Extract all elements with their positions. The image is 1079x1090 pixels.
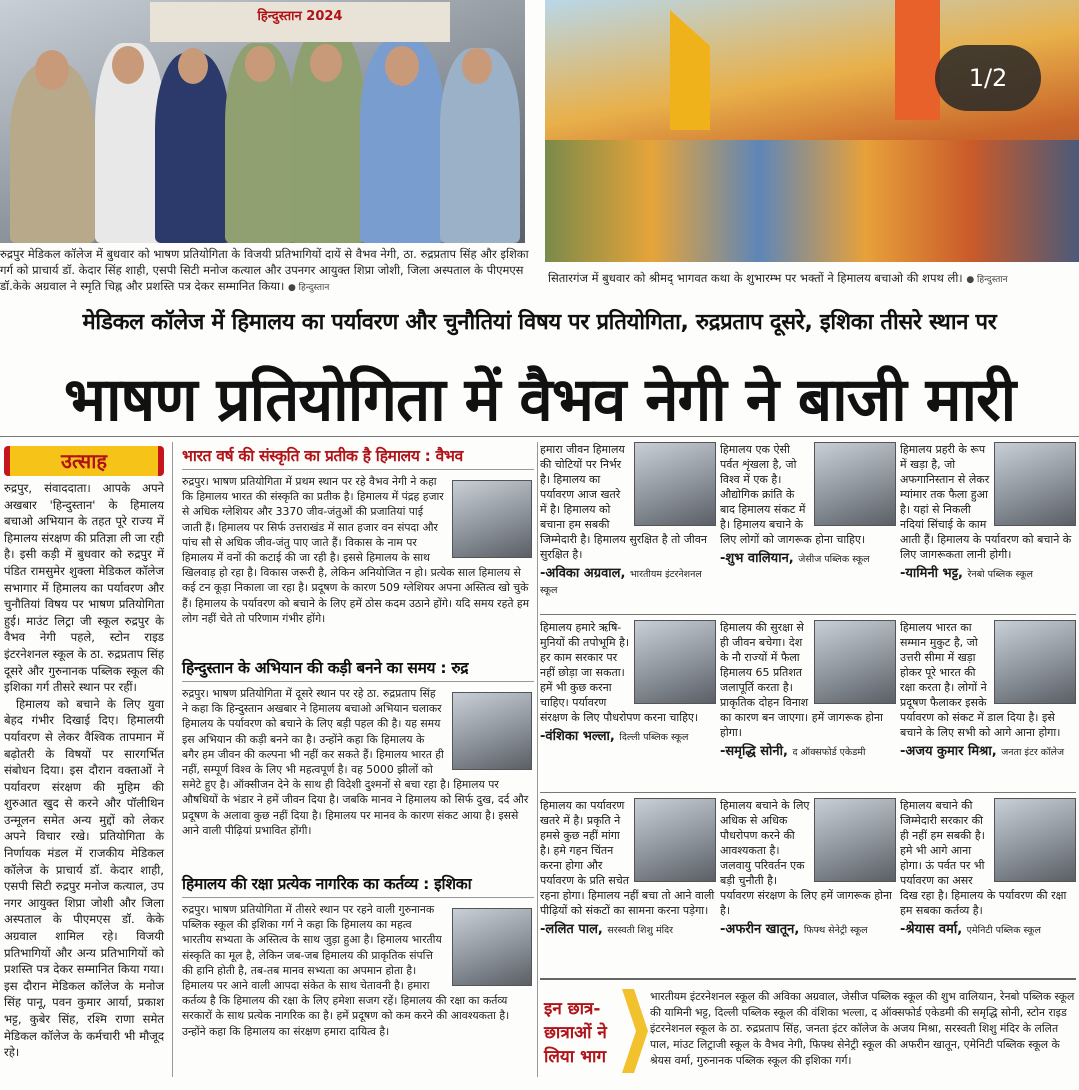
quote-school: द ऑक्सफोर्ड एकेडमी (792, 747, 866, 758)
section-tag: उत्साह (4, 446, 164, 476)
participant-photo (814, 620, 896, 704)
quote-author: -शुभ वालियान, (720, 551, 794, 566)
quote-author: -वंशिका भल्ला, (540, 729, 615, 744)
quote-author: -अजय कुमार मिश्रा, (900, 744, 997, 759)
quote-card (540, 620, 716, 792)
participants-list: भारतीयम इंटरनेशनल स्कूल की अविका अग्रवाल, जेसीज पब्लिक स्कूल की शुभ वालियान, रेनबो पब्लिक स्कूल की यामिनी भट्ट, दिल्ली पब्लिक स्कूल की वंशिका भल्ला, द ऑक्सफोर्ड एकेडमी की समृद्धि सोनी, स्टोन राइड इंटरनेशनल स्कूल के ठा. रुद्रप्रताप सिंह, जनता इंटर कॉलेज के अजय मिश्रा, सरस्वती शिशु मंदिर के ललित पाल, मांउट लिट्राजी स्कूल के वैभव नेगी, फिफ्थ सेनेट्री स्कूल की अफरीन खातून, एमेनिटी पब्लिक स्कूल के श्रेयस वर्मा, गुरुनानक पब्लिक स्कूल की इशिका गर्ग। (650, 990, 1075, 1067)
participant-quotes (540, 442, 1076, 970)
left-photo-caption (0, 246, 540, 296)
quote-text: हमारा जीवन हिमालय की चोटियों पर निर्भर है। हिमालय का पर्यावरण आज खतरे में है। हिमालय को बचाना हम सबकी जिम्मेदारी है। हिमालय सुरक्षित है तो जीवन सुरक्षित है। (540, 443, 707, 561)
quote-card (720, 620, 896, 792)
quote-author: -समृद्धि सोनी, (720, 744, 788, 759)
section-title: हिमालय की रक्षा प्रत्येक नागरिक का कर्तव्य : इशिका (182, 872, 534, 898)
participant-photo (994, 442, 1076, 526)
section-body: रुद्रपुर। भाषण प्रतियोगिता में तीसरे स्थान पर रहने वाली गुरुनानक पब्लिक स्कूल की इशिका गर्ग ने कहा कि हिमालय का महत्व भारतीय सभ्यता के अस्तित्व के साथ जुड़ा हुआ है। हिमालय भारतीय संस्कृति का मूल है, लेकिन जब-जब हिमालय की प्राकृतिक संपत्ति की हानि होती है, तब-तब मानव सभ्यता का अपमान होता है। हिमालय पर आने वाली आपदा संकेत के साथ चेतावनी है। हमारा कर्तव्य है कि हिमालय की रक्षा के लिए हमेशा सजग रहें। हिमालय की रक्षा का कर्तव्य सरकारों के साथ प्रत्येक नागरिक का है। हमें प्रदूषण को कम करने की आवश्यकता है। उन्होंने कहा कि हिमालय का संरक्षण हमारा दायित्व है। (182, 903, 510, 1038)
quote-card (540, 442, 716, 614)
headline: भाषण प्रतियोगिता में वैभव नेगी ने बाजी मारी (63, 365, 1016, 435)
column-divider (172, 442, 173, 1077)
participant-photo (814, 798, 896, 882)
quote-text: हिमालय हमारे ऋषि-मुनियों की तपोभूमि है। हर काम सरकार पर नहीं छोड़ा जा सकता। हमें भी कुछ करना चाहिए। पर्यावरण संरक्षण के लिए पौधरोपण करना चाहिए। (540, 621, 699, 724)
bhagwat-katha-photo (545, 0, 1079, 262)
chevron-right-icon (620, 989, 650, 1073)
quote-author: -ललित पाल, (540, 922, 603, 937)
quote-card (720, 442, 896, 614)
participant-photo (994, 798, 1076, 882)
quote-school: एमेनिटी पब्लिक स्कूल (966, 925, 1041, 936)
subheadline: मेडिकल कॉलेज में हिमालय का पर्यावरण और चुनौतियां विषय पर प्रतियोगिता, रुद्रप्रताप दूसरे, इशिका तीसरे स्थान पर (82, 310, 997, 335)
quote-text: हिमालय बचाने के लिए अधिक से अधिक पौधरोपण करने की आवश्यकता है। जलवायु परिवर्तन एक बड़ी चुनौती है। पर्यावरण संरक्षण के लिए हमें जागरूक होना है। (720, 799, 892, 917)
caption-source: ● हिन्दुस्तान (966, 275, 1008, 285)
rudra-photo (452, 692, 532, 770)
quote-school: भारतीयम इंटरनेशनल स्कूल (540, 569, 702, 596)
quote-text: हिमालय की सुरक्षा से ही जीवन बचेगा। देश के नौ राज्यों में फैला हिमालय 65 प्रतिशत जलापूर्ति करता है। प्राकृतिक दोहन विनाश का कारण बन जाएगा। हमें जागरूक होना होगा। (720, 621, 883, 739)
quote-card (900, 442, 1076, 614)
quote-author: -अफरीन खातून, (720, 922, 800, 937)
column-divider (537, 442, 538, 1077)
ishika-photo (452, 908, 532, 986)
award-ceremony-photo (0, 0, 525, 243)
quote-card (720, 798, 896, 970)
caption-text: रुद्रपुर मेडिकल कॉलेज में बुधवार को भाषण प्रतियोगिता के विजयी प्रतिभागियों दायें से वैभव नेगी, ठा. रुद्रप्रताप सिंह और इशिका गर्ग को प्राचार्य डॉ. केदार सिंह शाही, एसपी सिटी मनोज कत्याल और उपनगर आयुक्त शिप्रा जोशी, जिला अस्पताल के पीएमएस डॉ.केके अग्रवाल ने स्मृति चिह्न और प्रशस्ति पत्र देकर सम्मानित किया। (0, 247, 529, 293)
participant-photo (814, 442, 896, 526)
divider (0, 436, 1079, 437)
quote-author: -अविका अग्रवाल, (540, 566, 626, 581)
quote-text: हिमालय का पर्यावरण खतरे में है। प्रकृति ने हमसे कुछ नहीं मांगा है। हमे गहन चिंतन करना होगा और पर्यावरण के प्रति सचेत रहना होगा। हिमालय नहीं बचा तो आने वाली पीढ़ियों को संकटों का सामना करना पड़ेगा। (540, 799, 715, 917)
quote-card (900, 798, 1076, 970)
vaibhav-photo (452, 480, 532, 558)
story-paragraph: हिमालय को बचाने के लिए युवा बेहद गंभीर दिखाई दिए। हिमालयी पर्यावरण से लेकर वैश्विक तापमान में बढ़ोतरी के विषयों पर सारगर्भित संबोधन दिया। इस दौरान वक्ताओं ने पर्यावरण संरक्षण की मुहिम की शुरुआत खुद से करने और पॉलीथिन उन्मूलन समेत अन्य मुद्दों को लेकर अपने विचार रखे। प्रतियोगिता के निर्णायक मंडल में राजकीय मेडिकल कॉलेज के प्राचार्य डॉ. केदार शाही, एसपी सिटी रुद्रपुर मनोज कत्याल, उप नगर आयुक्त शिप्रा जोशी और जिला अस्पताल के पीएमएस डॉ. केके अग्रवाल शामिल रहे। विजयी प्रतिभागियों और अन्य प्रतिभागियों को प्रशस्ति पत्र देकर सम्मानित किया गया। इस दौरान मेडिकल कॉलेज के मनोज सिंह पानू, पवन कुमार आर्या, प्रकाश भट्ट, कुबेर सिंह, रश्मि राणा समेत मेडिकल कॉलेज के कर्मचारी भी मौजूद रहे। (4, 696, 164, 1060)
divider (540, 978, 1076, 980)
quote-text: हिमालय बचाने की जिम्मेदारी सरकार की ही नहीं हम सबकी है। हमे भी आगे आना होगा। ऊं पर्वत पर भी पर्यावरण का असर दिख रहा है। हिमालय के पर्यावरण की रक्षा हम सबका कर्तव्य है। (900, 799, 1067, 917)
section-rudra (182, 656, 534, 838)
participants-box (540, 985, 1076, 1073)
main-story (4, 446, 164, 1061)
section-ishika (182, 872, 534, 1039)
divider (540, 614, 1076, 615)
page-counter-badge[interactable]: 1/2 (935, 45, 1041, 111)
quote-card (900, 620, 1076, 792)
quote-school: दिल्ली पब्लिक स्कूल (619, 732, 689, 743)
quote-school: फिफ्थ सेनेट्री स्कूल (803, 925, 868, 936)
participant-photo (634, 798, 716, 882)
participant-photo (634, 620, 716, 704)
event-banner: हिन्दुस्तान 2024 (150, 2, 450, 42)
section-title: हिन्दुस्तान के अभियान की कड़ी बनने का समय : रुद्र (182, 656, 534, 682)
section-vaibhav (182, 444, 534, 626)
caption-text: सितारगंज में बुधवार को श्रीमद् भागवत कथा के शुभारम्भ पर भक्तों ने हिमालय बचाओ की शपथ ली। (548, 271, 963, 285)
quote-school: जनता इंटर कॉलेज (1001, 747, 1065, 758)
quote-text: हिमालय प्रहरी के रूप में खड़ा है, जो अफगानिस्तान से लेकर म्यांमार तक फैला हुआ है। यहां से निकली नदियां सिंचाई के काम आती हैं। हिमालय के पर्यावरण को बचाने के लिए जागरूकता लानी होगी। (900, 443, 1072, 561)
caption-source: ● हिन्दुस्तान (287, 283, 330, 293)
story-paragraph: रुद्रपुर, संवाददाता। आपके अपने अखबार 'हिन्दुस्तान' के हिमालय बचाओ अभियान के तहत पूरे राज्य में हिमालय संरक्षण की प्रतिज्ञा ली जा रही है। इसी कड़ी में बुधवार को रुद्रपुर में पंडित रामसुमेर शुक्ला मेडिकल कॉलेज सभागार में हिमालय का पर्यावरण और चुनौतियां विषय पर भाषण प्रतियोगिता हुई। माउंट लिट्रा जी स्कूल रुद्रपुर के वैभव नेगी पहले, स्टोन राइड इंटरनेशनल स्कूल के ठा. रुद्रप्रताप सिंह दूसरे और गुरुनानक पब्लिक स्कूल की इशिका गर्ग तीसरे स्थान पर रहीं। (4, 481, 164, 695)
quote-text: हिमालय एक ऐसी पर्वत शृंखला है, जो विश्व में एक है। औद्योगिक क्रांति के बाद हिमालय संकट में है। हिमालय बचाने के लिए लोगों को जागरूक होना चाहिए। (720, 443, 866, 546)
divider (540, 792, 1076, 793)
section-body: रुद्रपुर। भाषण प्रतियोगिता में दूसरे स्थान पर रहे ठा. रुद्रप्रताप सिंह ने कहा कि हिन्दुस्तान अखबार ने हिमालय बचाओ अभियान चलाकर हिमालय के पर्यावरण को बचाने के लिए बड़ी पहल की है। यह समय इस अभियान की कड़ी बनने का है। उन्होंने कहा कि हिमालय के बगैर हम जीवन की कल्पना भी नहीं कर सकते हैं। हिमालय भारत ही नहीं, सम्पूर्ण विश्व के लिए भी महत्वपूर्ण है। वह 5000 झीलों को समेटे हुए है। ऑक्सीजन देने के साथ ही विदेशी दुश्मनों से बचा रहा है। हिमालय पर औषधियों के भंडार ने हमें जीवन दिया है। जबकि मानव ने हिमालय को सिर्फ दुख, दर्द और प्रदूषण के अलावा कुछ नहीं दिया है। हिमालय पर मानव के कारण संकट आया है। इससे आने वाली पीढ़ियां प्रभावित होंगी। (182, 687, 529, 837)
quote-card (540, 798, 716, 970)
quote-school: रेनबो पब्लिक स्कूल (967, 569, 1033, 580)
participant-photo (994, 620, 1076, 704)
quote-school: सरस्वती शिशु मंदिर (607, 925, 674, 936)
participant-photo (634, 442, 716, 526)
quote-author: -यामिनी भट्ट, (900, 566, 963, 581)
participants-title: इन छात्र-छात्राओं ने लिया भाग (544, 999, 607, 1067)
right-photo-caption (548, 270, 1078, 288)
section-title: भारत वर्ष की संस्कृति का प्रतीक है हिमालय : वैभव (182, 444, 534, 470)
quote-author: -श्रेयास वर्मा, (900, 922, 963, 937)
section-body: रुद्रपुर। भाषण प्रतियोगिता में प्रथम स्थान पर रहे वैभव नेगी ने कहा कि हिमालय भारत की संस्कृति का प्रतीक है। हिमालय में पंद्रह हजार से अधिक ग्लेशियर और 3370 जीव-जंतुओं की प्रजातियां पाई जाती हैं। हिमालय पर सिर्फ उत्तराखंड में सात हजार वन संपदा और पांच सौ से अधिक जीव-जंतु पाए जाते हैं। विकास के नाम पर हिमालय में वनों की कटाई की जा रही है। इससे हिमालय के साथ खिलवाड़ हो रहा है। विकास जरूरी है, लेकिन अनियोजित न हो। प्रत्येक साल हिमालय से कई टन कूड़ा निकाला जा रहा है। प्रदूषण के कारण 509 ग्लेशियर अपना अस्तित्व खो चुके हैं। हिमालय के पर्यावरण को बचाने के लिए हमें ठोस कदम उठाने होंगे। यदि समय रहते हम लोग नहीं चेते तो परिणाम गंभीर होंगे। (182, 475, 530, 625)
quote-text: हिमालय भारत का सम्मान मुकुट है, जो उत्तरी सीमा में खड़ा होकर पूरे भारत की रक्षा करता है। लोगों ने प्रदूषण फैलाकर इसके पर्यावरण को संकट में डाल दिया है। इसे बचाने के लिए सभी को आगे आना होगा। (900, 621, 1061, 739)
quote-school: जेसीज पब्लिक स्कूल (798, 554, 870, 565)
